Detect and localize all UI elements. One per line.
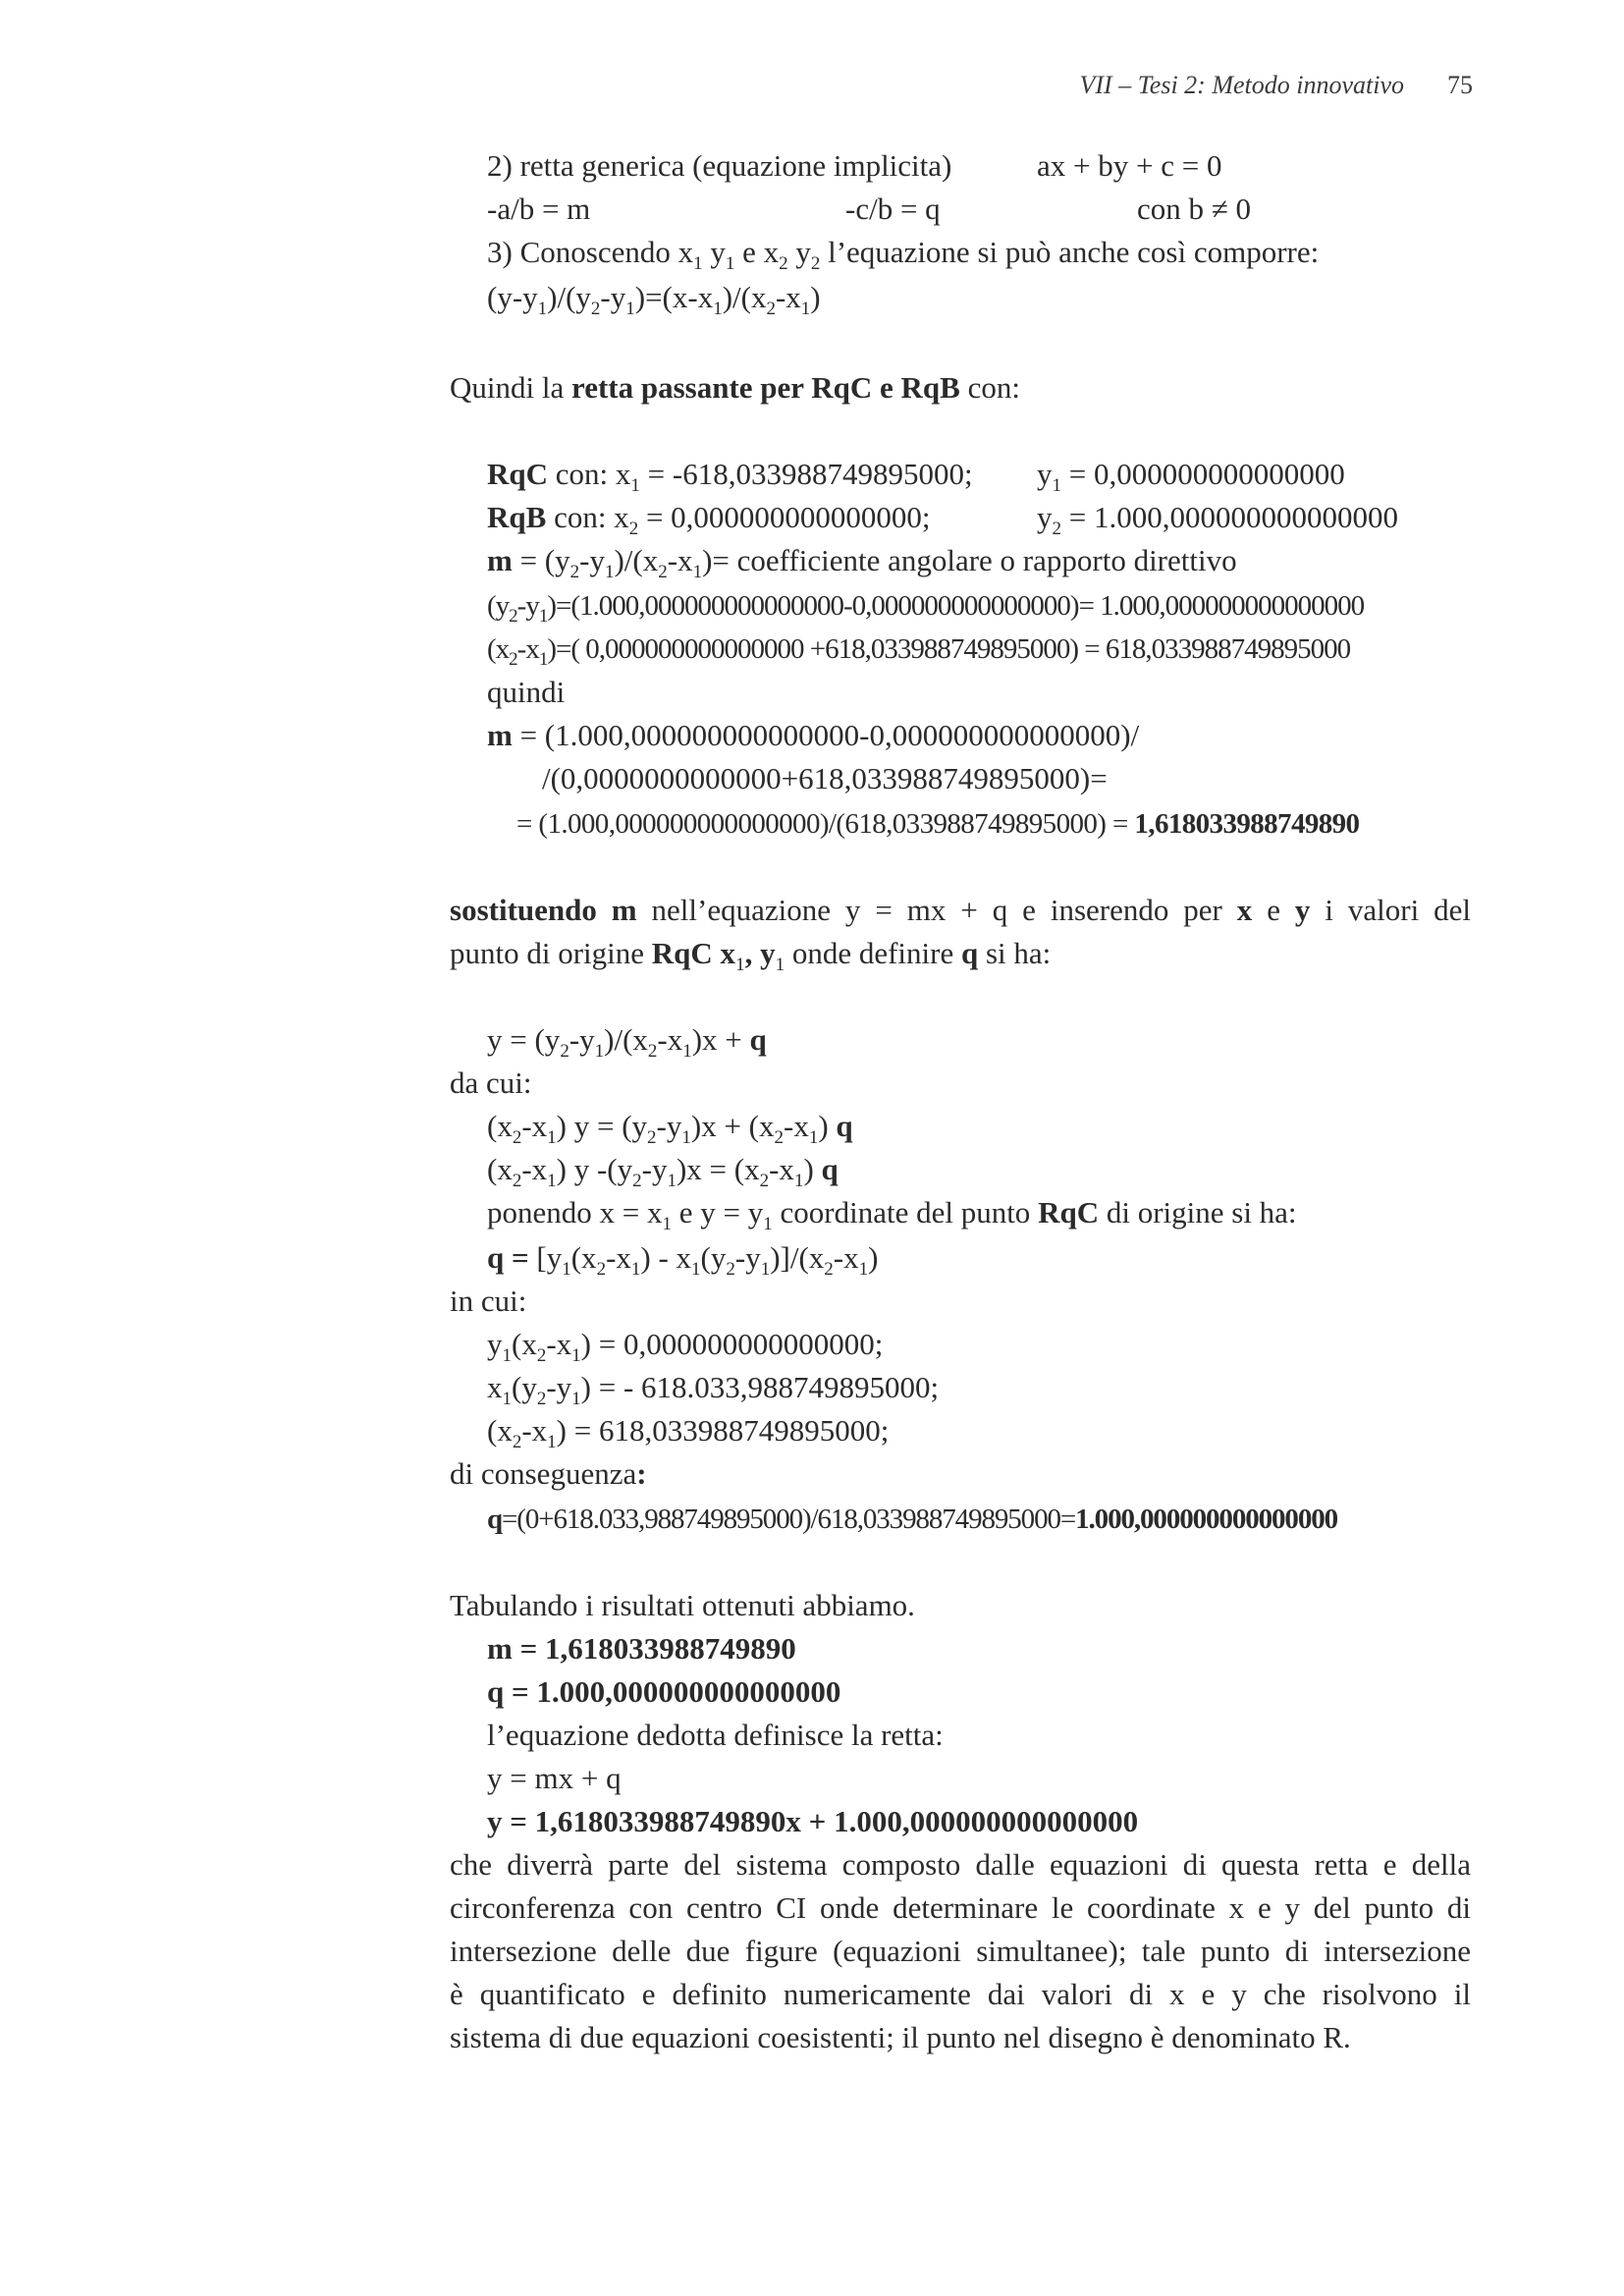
- line-di-conseguenza: di conseguenza:: [450, 1456, 647, 1491]
- line-tabulando: Tabulando i risultati ottenuti abbiamo.: [450, 1588, 915, 1622]
- line-eq1: $y = (y_2-y_1)/(x_2-x_1)x + q$: [487, 1022, 767, 1062]
- line-in-cui: in cui:: [450, 1284, 527, 1318]
- line-q-result: q=(0+618.033,988749895000)/618,033988749895000=1.000,000000000000000: [487, 1503, 1338, 1535]
- para2-line1: che diverrà parte del sistema composto dalle equazioni di questa retta e della: [450, 1847, 1471, 1882]
- text: -c/b = q: [845, 191, 941, 226]
- line-q-formula: $q = [y_1(x_2-x_1) - x_1(y_2-y_1)]/(x_2-x_1)$: [487, 1240, 879, 1280]
- text: -a/b = m: [487, 191, 591, 226]
- line-m-definition: $m = (y_2-y_1)/(x_2-x_1)=$ coefficiente angolare o rapporto direttivo: [487, 543, 1237, 582]
- line-retta-generica: [487, 146, 1222, 186]
- line-q-result-bold: q = 1.000,000000000000000: [487, 1674, 841, 1709]
- line-conoscendo: 3) Conoscendo $x_1$ $y_1$ e $x_2$ $y_2$ l’equazione si può anche così comporre:: [487, 235, 1320, 274]
- line-eq2: $(x_2-x_1) y = (y_2-y_1)x + (x_2-x_1)$ q: [487, 1109, 853, 1148]
- page-number: 75: [1447, 71, 1473, 99]
- running-header: [1080, 71, 1473, 100]
- para2-line4: è quantificato e definito numericamente dai valori di x e y che risolvono il: [450, 1977, 1471, 2011]
- line-quindi-retta: Quindi la retta passante per RqC e RqB con:: [450, 370, 1020, 405]
- implicit-equation: ax + by + c = 0: [1037, 148, 1222, 183]
- para1-line1: sostituendo m nell’equazione y = mx + q e inserendo per x e y i valori del: [450, 893, 1471, 927]
- line-r2: $x_1(y_2-y_1)$ = - 618.033,988749895000;: [487, 1370, 940, 1409]
- line-r1: $y_1(x_2-x_1) = 0,000000000000000$;: [487, 1327, 884, 1366]
- line-ponendo: ponendo $x = x_1$ e $y = y_1$ coordinate del punto RqC di origine si ha:: [487, 1195, 1297, 1234]
- para1-line2: punto di origine RqC $x_1$, $y_1$ onde definire q si ha:: [450, 936, 1052, 975]
- line-y-mx-q: y = mx + q: [487, 1761, 622, 1795]
- line-da-cui: da cui:: [450, 1066, 532, 1100]
- line-delta-y: $(y_2-y_1)=(1.000,000000000000000-0,000000000000000)= 1.000,000000000000000$: [487, 590, 1365, 627]
- line-rqb: RqB con: $x_2 = 0,000000000000000$; $y_2 = 1.000,000000000000000$: [487, 500, 1398, 539]
- line-quindi: quindi: [487, 675, 566, 709]
- line-eq3: $(x_2-x_1)$ y $-(y_2-y_1)x = (x_2-x_1)$ q: [487, 1152, 839, 1191]
- running-title: VII – Tesi 2: Metodo innovativo: [1079, 71, 1404, 99]
- line-equazione-dedotta: l’equazione dedotta definisce la retta:: [487, 1718, 944, 1752]
- para2-line3: intersezione delle due figure (equazioni simultanee); tale punto di intersezione: [450, 1934, 1471, 1968]
- line-r3: $(x_2-x_1) = 618,033988749895000$;: [487, 1413, 890, 1452]
- line-slope-intercept-relations: [487, 190, 1252, 229]
- line-final-equation: y = 1,618033988749890x + 1.000,000000000000000: [487, 1804, 1139, 1838]
- line-rqc: RqC con: $x_1 = -618,033988749895000$; $y_1 = 0,000000000000000$: [487, 457, 1345, 496]
- line-delta-x: $(x_2-x_1)=$( 0,000000000000000 +618,033988749895000) = 618,033988749895000: [487, 633, 1351, 670]
- line-m-calc-1: m = (1.000,000000000000000-0,000000000000000)/: [487, 718, 1140, 752]
- text: con b ≠ 0: [1137, 191, 1252, 226]
- line-two-point-equation: $(y-y_1)/(y_2-y_1)=(x-x_1)/(x_2-x_1)$: [487, 280, 821, 319]
- line-m-calc-3: = (1.000,000000000000000)/(618,033988749895000) = 1,618033988749890: [516, 808, 1360, 840]
- para2-line2: circonferenza con centro CI onde determinare le coordinate x e y del punto di: [450, 1890, 1471, 1925]
- para2-line5: sistema di due equazioni coesistenti; il punto nel disegno è denominato R.: [450, 2020, 1351, 2054]
- text: 2) retta generica (equazione implicita): [487, 148, 952, 183]
- line-m-calc-2: /(0,0000000000000+618,033988749895000)=: [542, 761, 1108, 795]
- line-m-result: m = 1,618033988749890: [487, 1631, 796, 1666]
